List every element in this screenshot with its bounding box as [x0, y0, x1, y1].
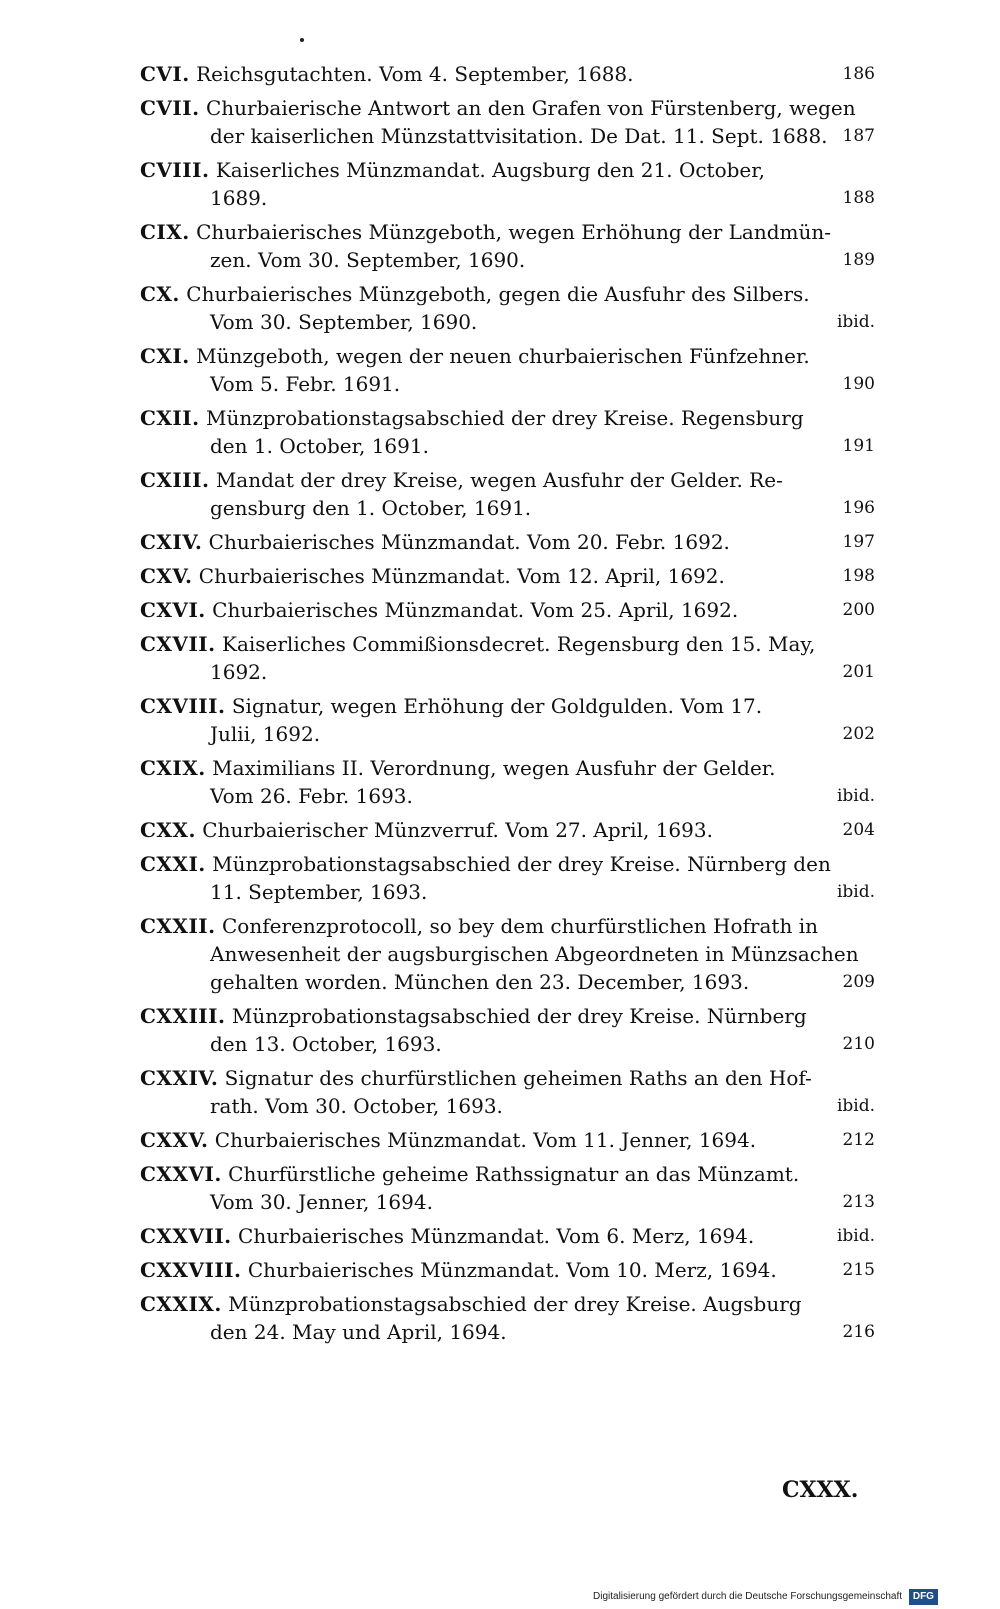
toc-entry-line — [140, 720, 875, 748]
page-number: 196 — [837, 494, 875, 522]
page-number: 200 — [837, 596, 875, 624]
toc-entry — [140, 596, 875, 624]
toc-entry-line — [140, 1222, 875, 1250]
entry-number: CXVI. — [140, 598, 206, 622]
page-number: 215 — [837, 1256, 875, 1284]
entry-title-text: der kaiserlichen Münzstattvisitation. De Dat. 11. Sept. 1688. — [210, 124, 828, 148]
entry-title-text: Churbaierische Antwort an den Grafen von Fürstenberg, wegen — [205, 96, 856, 120]
toc-entry-line — [140, 816, 875, 844]
entry-title-text: Münzgeboth, wegen der neuen churbaierischen Fünfzehner. — [196, 344, 810, 368]
toc-entry — [140, 850, 875, 906]
toc-entry-line — [140, 60, 875, 88]
toc-entry — [140, 816, 875, 844]
toc-entry-line — [140, 630, 875, 658]
toc-entry-line — [140, 528, 875, 556]
entry-title-text: Churbaierisches Münzmandat. Vom 11. Jenner, 1694. — [214, 1128, 757, 1152]
toc-entry-line — [140, 494, 875, 522]
toc-entry-line — [140, 1318, 875, 1346]
entry-title-text: 11. September, 1693. — [210, 880, 428, 904]
toc-entry — [140, 280, 875, 336]
entry-title-text: gensburg den 1. October, 1691. — [210, 496, 532, 520]
toc-entry — [140, 1126, 875, 1154]
page-number: 191 — [837, 432, 875, 460]
entry-number: CVIII. — [140, 158, 210, 182]
toc-entry — [140, 912, 875, 996]
toc-entry — [140, 94, 875, 150]
entry-number: CX. — [140, 282, 180, 306]
toc-entry-line — [140, 1092, 875, 1120]
catchword: CXXX. — [782, 1477, 859, 1503]
entry-title-text: den 13. October, 1693. — [210, 1032, 442, 1056]
entry-title-text: den 24. May und April, 1694. — [210, 1320, 507, 1344]
page-number: ibid. — [831, 878, 875, 906]
toc-entry-line — [140, 1256, 875, 1284]
toc-entry — [140, 562, 875, 590]
entry-title-text: Signatur des churfürstlichen geheimen Raths an den Hof- — [224, 1066, 812, 1090]
toc-entry-line — [140, 122, 875, 150]
entry-title-text: Julii, 1692. — [210, 722, 321, 746]
decorative-dot — [300, 38, 304, 42]
entry-title-text: Münzprobationstagsabschied der drey Kreise. Nürnberg den — [212, 852, 831, 876]
toc-entry — [140, 630, 875, 686]
entry-title-text: Churbaierischer Münzverruf. Vom 27. April, 1693. — [202, 818, 713, 842]
entry-number: CVII. — [140, 96, 200, 120]
entry-title-text: Churbaierisches Münzmandat. Vom 6. Merz, 1694. — [238, 1224, 755, 1248]
page-number: 209 — [837, 968, 875, 996]
entry-number: CXXI. — [140, 852, 206, 876]
page-number: 189 — [837, 246, 875, 274]
entry-number: CXI. — [140, 344, 190, 368]
toc-entry-line — [140, 968, 875, 996]
toc-entry-line — [140, 1188, 875, 1216]
entry-title-text: Reichsgutachten. Vom 4. September, 1688. — [196, 62, 634, 86]
toc-entry-line — [140, 184, 875, 212]
toc-entry-line — [140, 370, 875, 398]
entry-title-text: Churfürstliche geheime Rathssignatur an das Münzamt. — [228, 1162, 800, 1186]
entry-title-text: gehalten worden. München den 23. December, 1693. — [210, 970, 750, 994]
toc-entry — [140, 1290, 875, 1346]
toc-entry-line — [140, 1160, 875, 1188]
entry-title-text: den 1. October, 1691. — [210, 434, 429, 458]
entry-title-text: Kaiserliches Münzmandat. Augsburg den 21. October, — [215, 158, 765, 182]
toc-entry — [140, 60, 875, 88]
toc-entry-line — [140, 562, 875, 590]
entry-number: CXXIII. — [140, 1004, 226, 1028]
entry-number: CXV. — [140, 564, 193, 588]
toc-entry-line — [140, 342, 875, 370]
toc-entry-line — [140, 156, 875, 184]
toc-entry-line — [140, 308, 875, 336]
toc-entry-line — [140, 1064, 875, 1092]
page-number: 186 — [837, 60, 875, 88]
toc-entry-line — [140, 1126, 875, 1154]
entry-title-text: Münzprobationstagsabschied der drey Kreise. Augsburg — [228, 1292, 802, 1316]
entry-number: CXXII. — [140, 914, 216, 938]
page-number: 190 — [837, 370, 875, 398]
page-number: ibid. — [831, 1092, 875, 1120]
entry-number: CXII. — [140, 406, 200, 430]
entry-title-text: Churbaierisches Münzmandat. Vom 25. April, 1692. — [212, 598, 739, 622]
toc-entry — [140, 342, 875, 398]
page-number: ibid. — [831, 308, 875, 336]
toc-entry — [140, 1256, 875, 1284]
entry-title-text: Münzprobationstagsabschied der drey Kreise. Regensburg — [205, 406, 804, 430]
entry-title-text: zen. Vom 30. September, 1690. — [210, 248, 526, 272]
entry-title-text: 1692. — [210, 660, 268, 684]
dfg-logo: DFG — [909, 1589, 938, 1605]
entry-title-text: Churbaierisches Münzmandat. Vom 12. April, 1692. — [198, 564, 725, 588]
entry-number: CXVIII. — [140, 694, 226, 718]
toc-entry-line — [140, 1030, 875, 1058]
toc-entry-line — [140, 280, 875, 308]
toc-entry-line — [140, 404, 875, 432]
page-number: 210 — [837, 1030, 875, 1058]
toc-entry-line — [140, 658, 875, 686]
page-number: 213 — [837, 1188, 875, 1216]
entry-title-text: Kaiserliches Commißionsdecret. Regensburg den 15. May, — [222, 632, 816, 656]
entry-number: CXXIV. — [140, 1066, 219, 1090]
entry-title-text: Vom 26. Febr. 1693. — [210, 784, 413, 808]
toc-entry-line — [140, 1002, 875, 1030]
entry-number: CXXVI. — [140, 1162, 222, 1186]
entry-title-text: rath. Vom 30. October, 1693. — [210, 1094, 503, 1118]
page-number: ibid. — [831, 1222, 875, 1250]
page-number: 188 — [837, 184, 875, 212]
toc-entry-line — [140, 596, 875, 624]
toc-entry — [140, 156, 875, 212]
entry-number: CXIII. — [140, 468, 210, 492]
toc-entry-line — [140, 466, 875, 494]
toc-entry-line — [140, 94, 875, 122]
entry-title-text: Conferenzprotocoll, so bey dem churfürstlichen Hofrath in — [222, 914, 818, 938]
entry-title-text: Churbaierisches Münzgeboth, wegen Erhöhung der Landmün- — [196, 220, 832, 244]
entry-title-text: Anwesenheit der augsburgischen Abgeordneten in Münzsachen — [210, 942, 859, 966]
footer-text: Digitalisierung gefördert durch die Deutsche Forschungsgemeinschaft — [593, 1591, 903, 1602]
toc-entry — [140, 1222, 875, 1250]
toc-entry — [140, 466, 875, 522]
entry-title-text: Münzprobationstagsabschied der drey Kreise. Nürnberg — [231, 1004, 807, 1028]
toc-entry — [140, 218, 875, 274]
toc-entry-line — [140, 246, 875, 274]
toc-entry-line — [140, 878, 875, 906]
toc-entry-line — [140, 432, 875, 460]
entry-number: CXXVIII. — [140, 1258, 242, 1282]
table-of-contents — [140, 60, 875, 1352]
page-number: 198 — [837, 562, 875, 590]
entry-number: CXX. — [140, 818, 196, 842]
toc-entry-line — [140, 692, 875, 720]
page-number: 201 — [837, 658, 875, 686]
toc-entry — [140, 1160, 875, 1216]
entry-title-text: Churbaierisches Münzmandat. Vom 10. Merz, 1694. — [247, 1258, 777, 1282]
toc-entry-line — [140, 754, 875, 782]
toc-entry-line — [140, 912, 875, 940]
page-number: 197 — [837, 528, 875, 556]
entry-number: CIX. — [140, 220, 190, 244]
page-number: 202 — [837, 720, 875, 748]
toc-entry-line — [140, 850, 875, 878]
toc-entry — [140, 1064, 875, 1120]
digitization-footer — [593, 1589, 993, 1605]
toc-entry-line — [140, 218, 875, 246]
entry-title-text: Vom 5. Febr. 1691. — [210, 372, 401, 396]
entry-title-text: 1689. — [210, 186, 268, 210]
page-number: 216 — [837, 1318, 875, 1346]
entry-title-text: Maximilians II. Verordnung, wegen Ausfuhr der Gelder. — [212, 756, 776, 780]
page-number: 204 — [837, 816, 875, 844]
toc-entry — [140, 692, 875, 748]
entry-title-text: Churbaierisches Münzmandat. Vom 20. Febr. 1692. — [208, 530, 730, 554]
toc-entry-line — [140, 782, 875, 810]
entry-number: CXVII. — [140, 632, 216, 656]
entry-number: CVI. — [140, 62, 190, 86]
page-number: 212 — [837, 1126, 875, 1154]
entry-number: CXIX. — [140, 756, 206, 780]
entry-number: CXXVII. — [140, 1224, 232, 1248]
toc-entry — [140, 754, 875, 810]
entry-number: CXXIX. — [140, 1292, 222, 1316]
entry-number: CXIV. — [140, 530, 203, 554]
page-number: 187 — [837, 122, 875, 150]
page-number: ibid. — [831, 782, 875, 810]
toc-entry-line — [140, 940, 875, 968]
entry-title-text: Churbaierisches Münzgeboth, gegen die Ausfuhr des Silbers. — [186, 282, 810, 306]
entry-title-text: Vom 30. September, 1690. — [210, 310, 478, 334]
toc-entry — [140, 404, 875, 460]
entry-title-text: Mandat der drey Kreise, wegen Ausfuhr der Gelder. Re- — [215, 468, 783, 492]
entry-title-text: Signatur, wegen Erhöhung der Goldgulden. Vom 17. — [231, 694, 763, 718]
toc-entry — [140, 528, 875, 556]
toc-entry — [140, 1002, 875, 1058]
entry-number: CXXV. — [140, 1128, 209, 1152]
entry-title-text: Vom 30. Jenner, 1694. — [210, 1190, 433, 1214]
toc-entry-line — [140, 1290, 875, 1318]
